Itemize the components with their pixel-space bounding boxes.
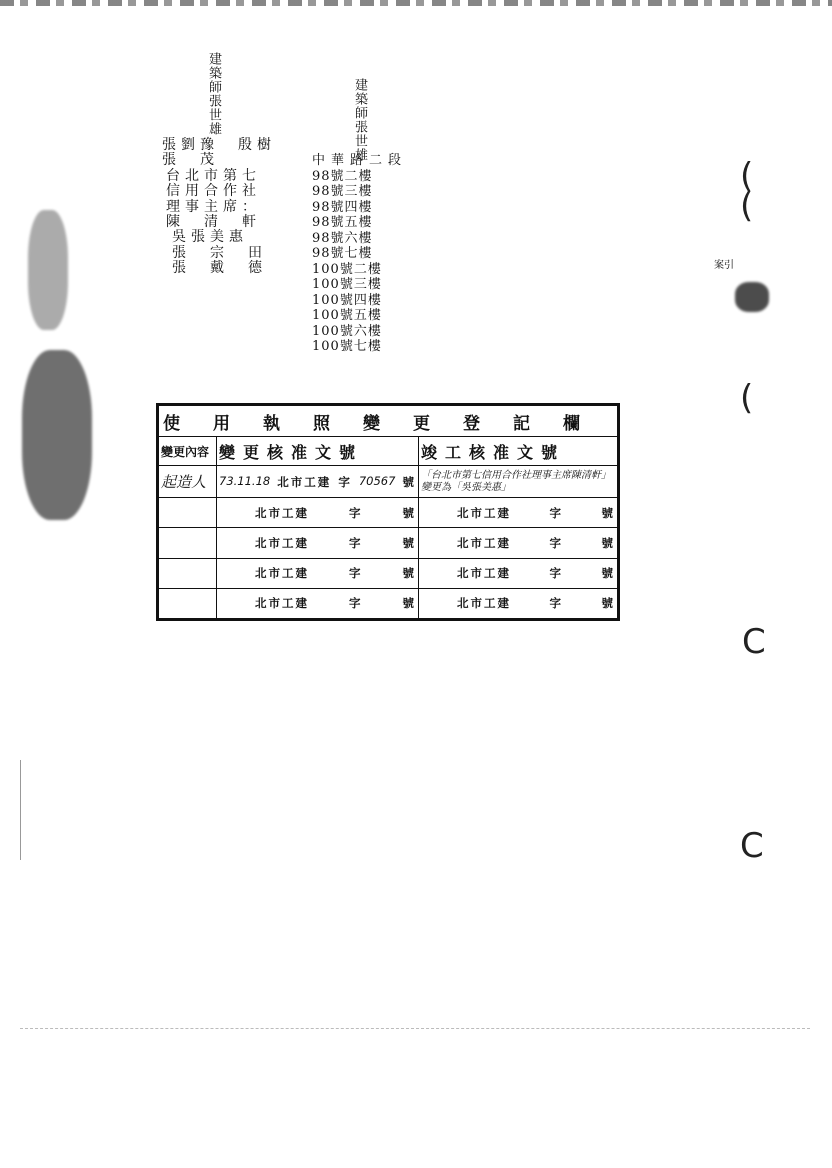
binding-hole-icon: C xyxy=(740,826,764,866)
row-content xyxy=(159,588,217,618)
approval-suffix: 號 xyxy=(402,505,416,520)
row-completion xyxy=(419,528,618,558)
address-line: 100號二樓 xyxy=(312,261,382,277)
table-row xyxy=(159,588,618,618)
approval-word: 字 xyxy=(349,596,363,611)
row-completion xyxy=(419,558,618,588)
table-row xyxy=(159,498,618,528)
approval-prefix: 北市工建 xyxy=(255,535,309,550)
header-change-approval: 變更核准文號 xyxy=(217,437,419,466)
owner-line: 張 茂 xyxy=(162,152,219,169)
completion-prefix: 北市工建 xyxy=(457,596,511,611)
architect-stamp-right: 建築師張世雄 xyxy=(352,78,367,162)
address-header: 中華路二段 xyxy=(312,153,408,168)
table-row xyxy=(159,528,618,558)
address-line: 98號二樓 xyxy=(312,168,373,184)
binding-hole-icon: C xyxy=(742,622,766,662)
approval-date: 73.11.18 xyxy=(219,473,271,488)
approval-prefix: 北市工建 xyxy=(255,505,309,520)
binding-hole-icon: ( xyxy=(740,186,754,226)
completion-suffix: 號 xyxy=(601,566,615,581)
table-row xyxy=(159,466,618,498)
addresses-block xyxy=(312,153,407,355)
header-completion-approval: 竣工核准文號 xyxy=(419,437,618,466)
owner-line: 張 戴 德 xyxy=(172,260,267,277)
approval-prefix: 北市工建 xyxy=(277,474,332,489)
row-approval xyxy=(217,498,419,528)
registration-table xyxy=(156,403,620,621)
binding-hole-icon: ( xyxy=(740,378,754,418)
approval-number: 70567 xyxy=(358,473,396,488)
address-line: 98號六樓 xyxy=(312,230,373,246)
owner-line: 台北市第七 xyxy=(166,167,261,184)
scan-top-edge xyxy=(0,0,832,6)
header-change-content: 變更內容 xyxy=(159,437,217,466)
approval-suffix: 號 xyxy=(402,566,416,581)
approval-word: 字 xyxy=(349,505,363,520)
row-content xyxy=(159,558,217,588)
row-content xyxy=(159,498,217,528)
completion-prefix: 北市工建 xyxy=(457,566,511,581)
row-approval xyxy=(217,466,419,498)
row-completion xyxy=(419,588,618,618)
completion-word: 字 xyxy=(549,535,563,550)
owners-block xyxy=(162,138,276,277)
completion-prefix: 北市工建 xyxy=(457,505,511,520)
margin-smudge-2 xyxy=(22,350,92,520)
address-line: 100號五樓 xyxy=(312,308,382,323)
address-line: 100號四樓 xyxy=(312,292,382,308)
owner-line: 張劉豫 殷樹 xyxy=(162,137,276,153)
completion-word: 字 xyxy=(549,566,563,581)
scan-bottom-edge xyxy=(20,1028,810,1029)
table-row xyxy=(159,558,618,588)
address-line: 98號四樓 xyxy=(312,199,373,215)
row-approval xyxy=(217,558,419,588)
address-line: 100號七樓 xyxy=(312,339,382,354)
completion-suffix: 號 xyxy=(601,596,615,611)
owner-line: 理事主席： xyxy=(166,198,261,215)
row-content xyxy=(159,528,217,558)
completion-word: 字 xyxy=(549,505,563,520)
table-title-row xyxy=(159,406,618,437)
scan-left-edge xyxy=(20,760,21,860)
table-header-row xyxy=(159,437,618,466)
owner-line: 陳 清 軒 xyxy=(166,214,261,231)
right-smudge xyxy=(735,282,769,312)
completion-word: 字 xyxy=(549,596,563,611)
owner-line: 吳張美惠 xyxy=(172,229,248,246)
completion-suffix: 號 xyxy=(601,505,615,520)
approval-word: 字 xyxy=(349,535,363,550)
address-line: 98號五樓 xyxy=(312,215,373,230)
approval-suffix: 號 xyxy=(402,596,416,611)
address-line: 100號六樓 xyxy=(312,323,382,339)
approval-word: 字 xyxy=(349,566,363,581)
address-line: 100號三樓 xyxy=(312,277,382,292)
margin-smudge-1 xyxy=(28,210,68,330)
approval-suffix: 號 xyxy=(402,535,416,550)
row-completion xyxy=(419,498,618,528)
completion-prefix: 北市工建 xyxy=(457,535,511,550)
completion-note: 「台北市第七信用合作社理事主席陳清軒」變更為「吳張美惠」 xyxy=(419,466,618,498)
row-approval xyxy=(217,528,419,558)
approval-word: 字 xyxy=(338,474,352,489)
owner-line: 信用合作社 xyxy=(166,183,261,200)
approval-prefix: 北市工建 xyxy=(255,596,309,611)
table-title: 使用執照變更登記欄 xyxy=(159,406,618,437)
completion-suffix: 號 xyxy=(601,535,615,550)
owner-line: 張 宗 田 xyxy=(172,244,267,261)
binding-hole-icon: ( xyxy=(740,156,754,196)
row-approval xyxy=(217,588,419,618)
side-mark: 案引 xyxy=(714,260,734,271)
row-content: 起造人 xyxy=(159,466,217,498)
approval-suffix: 號 xyxy=(402,474,416,489)
approval-prefix: 北市工建 xyxy=(255,566,309,581)
architect-stamp-left: 建築師張世雄 xyxy=(206,52,221,136)
address-line: 98號七樓 xyxy=(312,246,373,261)
address-line: 98號三樓 xyxy=(312,184,373,199)
